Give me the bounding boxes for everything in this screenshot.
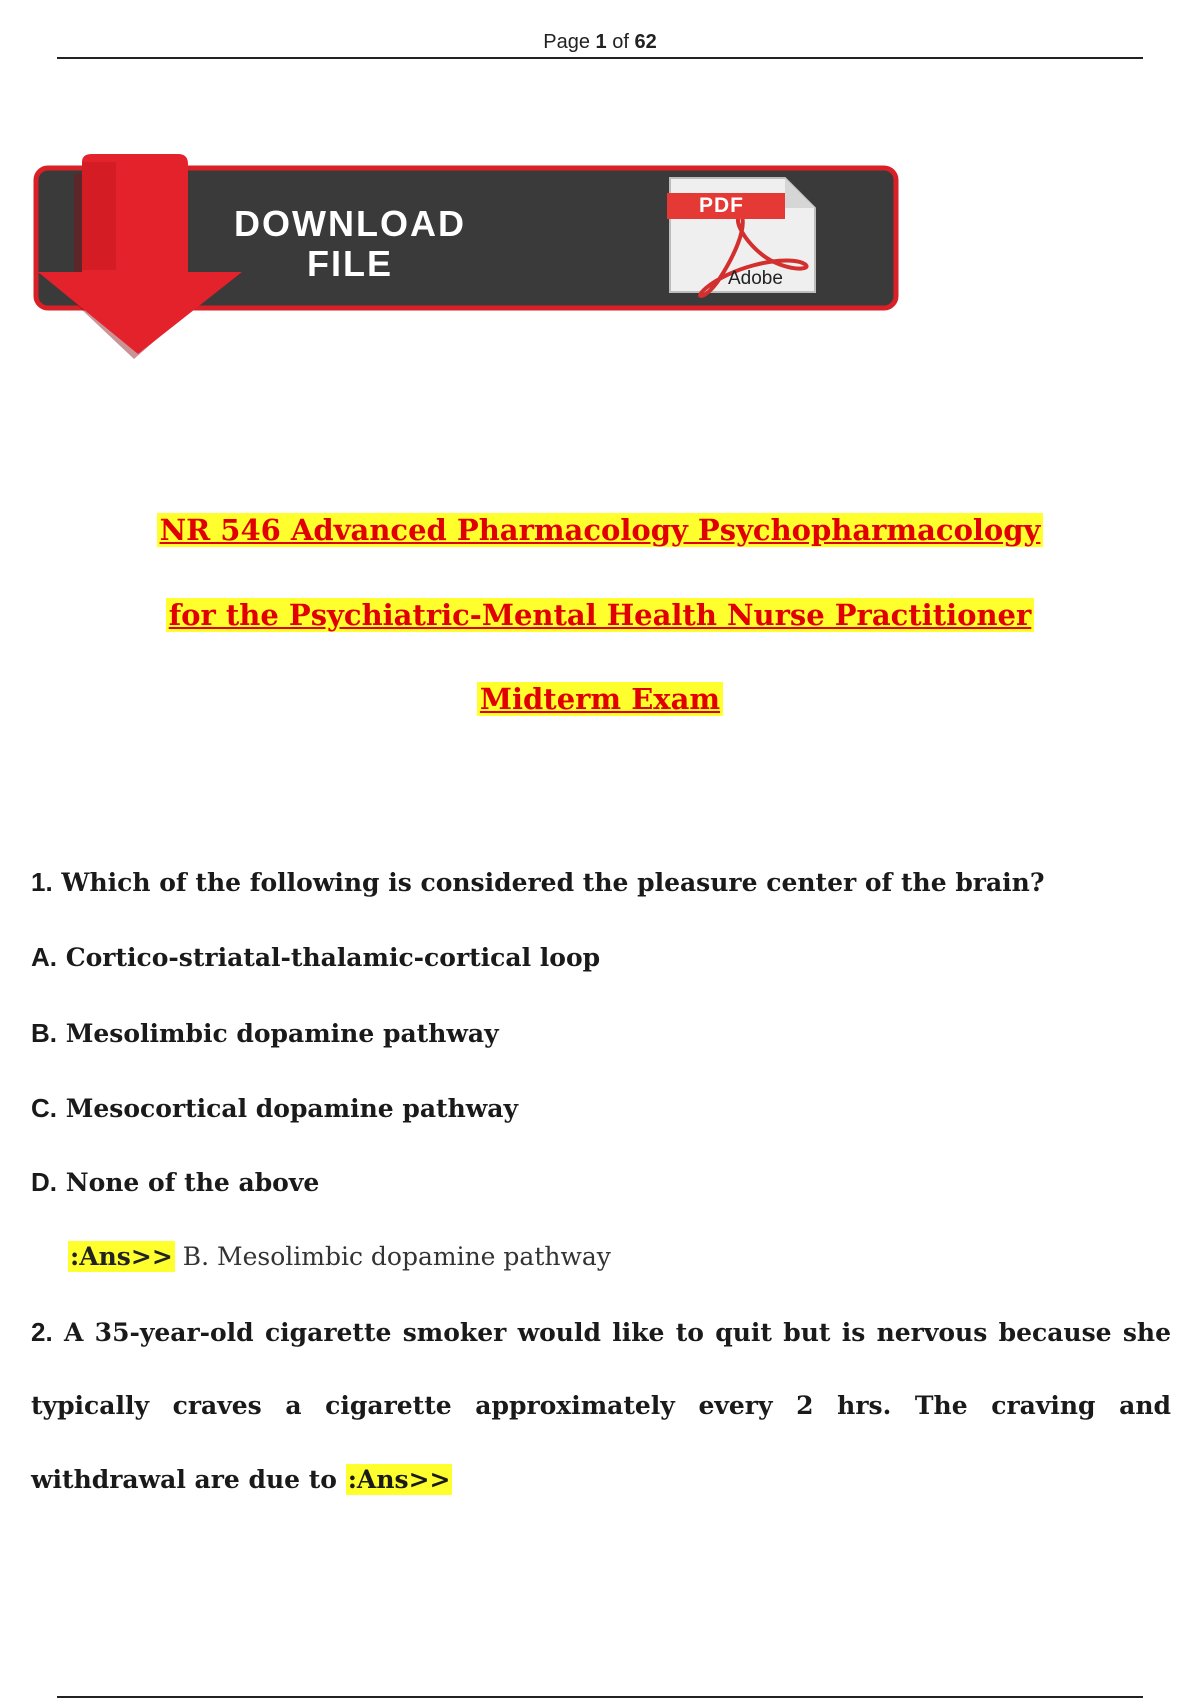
option-letter: C. (31, 1093, 57, 1123)
page-prefix: Page (543, 31, 590, 53)
option-text: Cortico-striatal-thalamic-cortical loop (65, 943, 601, 972)
question-2-text-line-2: typically craves a cigarette approximately every 2 hrs. The craving and (31, 1391, 1171, 1420)
question-2-line-2 (31, 1390, 1171, 1422)
title-line-3-text: Midterm Exam (477, 682, 723, 716)
page-of: of (612, 31, 629, 53)
option-letter: B. (31, 1018, 57, 1048)
download-label-line1: DOWNLOAD (234, 203, 466, 244)
question-1-answer (68, 1240, 611, 1274)
question-2-number: 2. (31, 1317, 53, 1347)
question-2-text-line-1: A 35-year-old cigarette smoker would like to quit but is nervous because she (63, 1318, 1171, 1347)
footer-rule (57, 1696, 1143, 1698)
question-1-option-b (31, 1017, 499, 1050)
adobe-label: Adobe (728, 268, 783, 289)
page-total: 62 (634, 31, 657, 53)
answer-text: B. Mesolimbic dopamine pathway (182, 1242, 611, 1271)
title-line-2 (0, 595, 1200, 635)
question-2-text-line-3: withdrawal are due to (31, 1465, 337, 1494)
option-text: None of the above (65, 1168, 320, 1197)
question-2-line-1 (31, 1316, 1171, 1349)
title-line-1 (0, 510, 1200, 550)
option-letter: A. (31, 942, 57, 972)
download-label-line2: FILE (307, 243, 393, 284)
question-1-number: 1. (31, 867, 53, 897)
question-2-answer-marker: :Ans>> (347, 1465, 451, 1494)
answer-marker: :Ans>> (70, 1242, 173, 1271)
question-1-option-a (31, 941, 600, 974)
pdf-tag: PDF (667, 193, 785, 219)
title-line-1-text: NR 546 Advanced Pharmacology Psychopharmacology (157, 513, 1044, 547)
option-letter: D. (31, 1167, 57, 1197)
question-1-option-c (31, 1092, 518, 1125)
title-line-3 (0, 679, 1200, 719)
question-1-option-d (31, 1166, 319, 1199)
question-2-line-3 (31, 1464, 452, 1496)
page-header (57, 30, 1143, 59)
option-text: Mesolimbic dopamine pathway (65, 1019, 499, 1048)
download-file-banner[interactable] (30, 150, 900, 360)
question-1 (31, 866, 1045, 899)
download-label (230, 204, 470, 284)
option-text: Mesocortical dopamine pathway (65, 1094, 519, 1123)
page-current: 1 (595, 31, 607, 53)
question-1-text: Which of the following is considered the pleasure center of the brain? (61, 868, 1045, 897)
title-line-2-text: for the Psychiatric-Mental Health Nurse Practitioner (166, 598, 1035, 632)
